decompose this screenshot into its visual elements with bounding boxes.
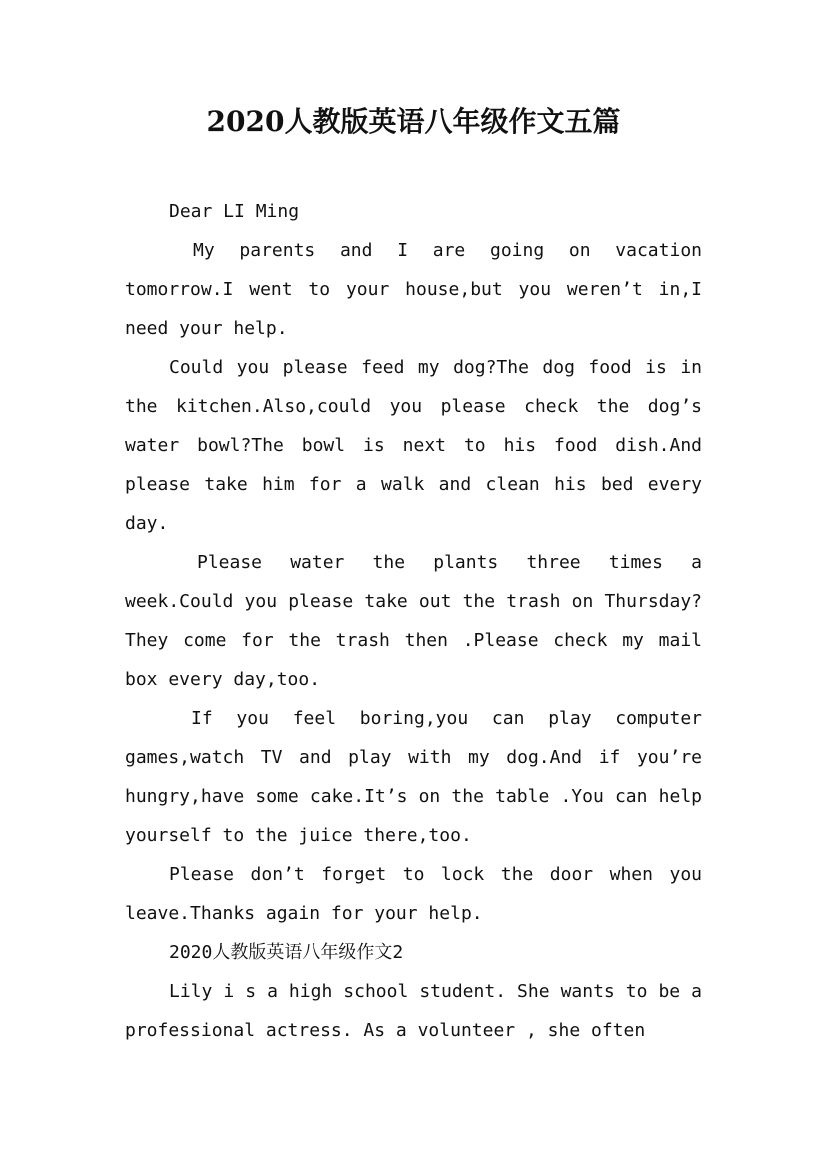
paragraph-1: My parents and I are going on vacation tomorrow.I went to your house,but you weren’t in,I need your help. [125,240,702,339]
salutation: Dear LI Ming [169,201,300,222]
paragraph-5: Please don’t forget to lock the door when you leave.Thanks again for your help. [125,864,702,924]
paragraph-2: Could you please feed my dog?The dog food is in the kitchen.Also,could you please check the dog’s water bowl?The bowl is next to his food dish.And please take him for a walk and clean his bed every day. [125,357,702,534]
paragraph-3: Please water the plants three times a week.Could you please take out the trash on Thursday?They come for the trash then .Please check my mail box every day,too. [125,552,702,690]
section-heading-2: 2020人教版英语八年级作文2 [169,942,404,963]
document-body [125,192,702,1050]
paragraph-6: Lily i s a high school student. She wants to be a professional actress. As a volunteer , she often [125,981,702,1041]
paragraph-4: If you feel boring,you can play computer games,watch TV and play with my dog.And if you’re hungry,have some cake.It’s on the table .You can help yourself to the juice there,too. [125,708,702,846]
document-title: 2020人教版英语八年级作文五篇 [206,105,621,138]
